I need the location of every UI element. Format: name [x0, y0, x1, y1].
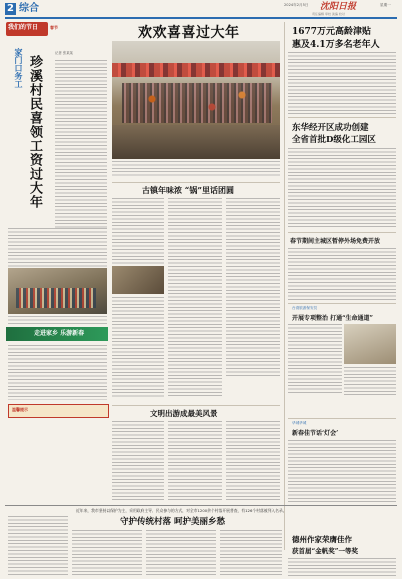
bottom-banner-text: 近年来，我市坚持以保护为主，采用政府主导、民众参与的方式，对全市1200余个村落开展普查，有126个村落被列入名录。: [76, 508, 287, 513]
center-photo-caption: [112, 161, 280, 177]
masthead-rule: [5, 17, 397, 19]
masthead: [0, 0, 402, 18]
town-text-col3: [226, 198, 280, 378]
law-headline: 守护传统村落 呵护美丽乡愁: [120, 517, 225, 527]
award-text: [288, 558, 396, 576]
lead-photo-caption: [8, 316, 107, 324]
economy-headline: 东华经开区成功创建: [292, 123, 369, 133]
page-number: 2: [7, 3, 14, 14]
safety-kicker: 台湾旅游保安员: [292, 306, 318, 310]
lead-photo-small: [8, 268, 107, 314]
town-text-col1b: [112, 297, 164, 397]
masthead-weekday: 星期一: [380, 3, 391, 7]
town-photo: [112, 266, 164, 294]
safety-rule: [288, 303, 396, 304]
town-headline: 古镇年味浓 “锅”里话团圆: [142, 185, 234, 195]
law-text-col3: [146, 530, 216, 576]
lead-kicker: 我们的节日: [8, 24, 39, 31]
lamp-kicker: 华城华城: [292, 421, 307, 425]
lead-kicker-sub: 春节: [50, 25, 58, 30]
culture-text-col2: [168, 421, 222, 501]
economy-subhead: 全省首批D级化工园区: [292, 135, 376, 145]
economy-text: [288, 148, 396, 228]
law-text-col4: [220, 530, 282, 576]
lead-reporter: 记者 张某某: [55, 51, 74, 55]
culture-headline: 文明出游成最美风景: [150, 409, 218, 418]
safety-headline: 开展专项整治 打通“生命通道”: [292, 315, 373, 322]
law-text-col1: [8, 516, 68, 576]
spring-text: [288, 248, 396, 300]
safety-text-b: [344, 367, 396, 395]
award-subhead: 获首届“金帆奖”一等奖: [292, 547, 358, 555]
bottom-band-rule: [5, 505, 397, 506]
lamp-headline: 新春佳节话‘灯会’: [292, 430, 339, 437]
lead-headline: 珍溪村民喜领工资过大年: [27, 55, 42, 209]
side-notice: 温馨提示: [12, 407, 28, 412]
millions-subhead: 惠及4.1万多名老年人: [292, 40, 380, 50]
masthead-date: 2024年2月5日: [284, 3, 309, 7]
millions-headline: 1677万元高龄津贴: [292, 27, 372, 37]
photo-headline: 欢欢喜喜过大年: [138, 25, 240, 41]
safety-text: [288, 324, 342, 394]
masthead-editor-line: 责任编辑 审校 美编 校对: [312, 12, 345, 16]
lead-subtitle: 家门口务工: [14, 48, 24, 88]
promo-text: [8, 345, 107, 400]
culture-rule: [112, 405, 280, 406]
town-rule: [112, 182, 280, 183]
right-column-divider: [284, 22, 285, 550]
safety-photo: [344, 324, 396, 364]
law-text-col2: [72, 530, 142, 576]
promo-banner-label: 走进家乡 乐游新春: [34, 330, 85, 337]
spring-headline: 春节期间主城区暂停外场免费开放: [290, 238, 381, 245]
masthead-logo: 沈阳日报: [320, 2, 357, 12]
economy-rule: [288, 117, 396, 118]
spring-rule: [288, 232, 396, 233]
town-text-col2: [168, 198, 222, 398]
millions-text: [288, 52, 396, 114]
town-text-col1: [112, 198, 164, 264]
culture-text-col1: [112, 421, 164, 501]
culture-text-col3: [226, 421, 280, 501]
center-photo: [112, 41, 280, 159]
lamp-text: [288, 440, 396, 502]
lamp-rule: [288, 418, 396, 419]
lead-body-text-a: [55, 60, 107, 230]
section-name: 综合: [19, 3, 39, 14]
award-headline: 德州作家荣膺佳作: [292, 535, 352, 544]
